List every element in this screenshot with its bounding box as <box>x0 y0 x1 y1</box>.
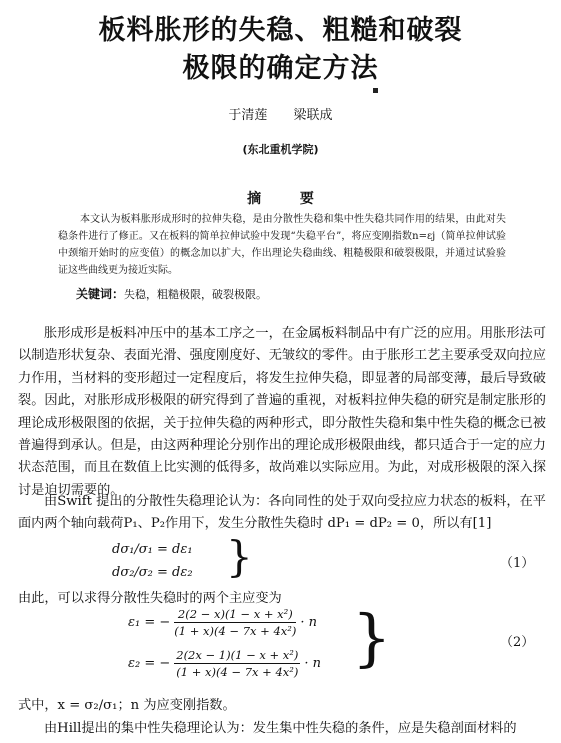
authors: 于清莲 梁联成 <box>228 108 333 123</box>
body-paragraph-4: 式中，x = σ₂/σ₁；n 为应变刚指数。 <box>18 698 236 713</box>
keywords <box>76 285 267 302</box>
body-paragraph-1: 胀形成形是板料冲压中的基本工序之一，在金属板料制品中有广泛的应用。用胀形法可以制造形状复杂、表面光滑、强度刚度好、无皱纹的零件。由于胀形工艺主要承受双向拉应力作用，当材料的变形超过一定程度后，将发生拉伸失稳，即显著的局部变薄，最后导致破裂。因此，对胀形成形极限的研究得到了普遍的重视，对板料拉伸失稳的研究是制定胀形的理论成形极限图的依据，关于拉伸失稳的两种形式，即分散性失稳和集中性失稳的概念已被普遍得到承认。但是，由这两种理论分别作出的理论成形极限曲线，都只适合于一定的应力状态范围，而且在数值上比实测的低得多，故尚难以实际应用。为此，对成形极限的深入探讨是迫切需要的。 <box>18 326 546 498</box>
equation-2-e2-fraction <box>174 648 300 679</box>
equation-2-e2-denominator: (1 + x)(4 − 7x + 4x²) <box>176 665 299 679</box>
equation-1-line-2: dσ₂/σ₂ = dε₂ <box>112 565 193 580</box>
equation-2-e2-numerator: 2(2x − 1)(1 − x + x²) <box>176 648 299 662</box>
equation-2-e1-denominator: (1 + x)(4 − 7x + 4x²) <box>174 624 297 638</box>
keywords-label: 关键词： <box>76 287 125 301</box>
equation-2-epsilon-2 <box>128 648 321 679</box>
keywords-value: 失稳，粗糙极限，破裂极限。 <box>124 288 268 301</box>
abstract-text: 本文认为板料胀形成形时的拉伸失稳，是由分散性失稳和集中性失稳共同作用的结果，由此对失稳条件进行了修正。又在板料的简单拉伸试验中发现“失稳平台”，将应变刚指数n=εj（简单拉伸试验中颈缩开始时的应变值）的概念加以扩大，作出理论失稳曲线、粗糙极限和破裂极限，并通过试验验证这些曲线更为接近实际。 <box>58 214 506 276</box>
body-paragraph-5: 由Hill提出的集中性失稳理论认为：发生集中性失稳的条件，应是失稳剖面材料的 <box>44 721 517 736</box>
equation-1-line-1: dσ₁/σ₁ = dε₁ <box>112 542 193 557</box>
abstract-heading: 摘 要 <box>247 191 314 207</box>
equation-2-epsilon-1 <box>128 607 317 638</box>
body-paragraph-2: 由Swift 提出的分散性失稳理论认为：各向同性的处于双向受拉应力状态的板料，在平面内两个轴向载荷P₁、P₂作用下，发生分散性失稳时 dP₁ = dP₂ = 0，所以有[1] <box>18 494 546 532</box>
print-mark <box>373 88 378 93</box>
equation-2-e2-tail: · n <box>304 656 322 671</box>
affiliation: (东北重机学院) <box>242 143 319 156</box>
equation-2-e1-tail: · n <box>300 615 318 630</box>
equation-1-brace: } <box>226 532 253 581</box>
equation-1-number: （1） <box>500 556 535 571</box>
paper-title-line-2: 极限的确定方法 <box>182 53 379 84</box>
body-paragraph-3: 由此，可以求得分散性失稳时的两个主应变为 <box>18 591 282 606</box>
equation-2-e1-fraction <box>174 607 296 638</box>
equation-2-number: （2） <box>500 635 535 650</box>
equation-2-brace: } <box>352 601 392 674</box>
equation-2-e1-numerator: 2(2 − x)(1 − x + x²) <box>174 607 296 623</box>
paper-title-line-1: 板料胀形的失稳、粗糙和破裂 <box>98 15 463 46</box>
equation-2-e1-lhs: ε₁ = − <box>128 615 171 630</box>
equation-2-e2-lhs: ε₂ = − <box>128 656 171 671</box>
